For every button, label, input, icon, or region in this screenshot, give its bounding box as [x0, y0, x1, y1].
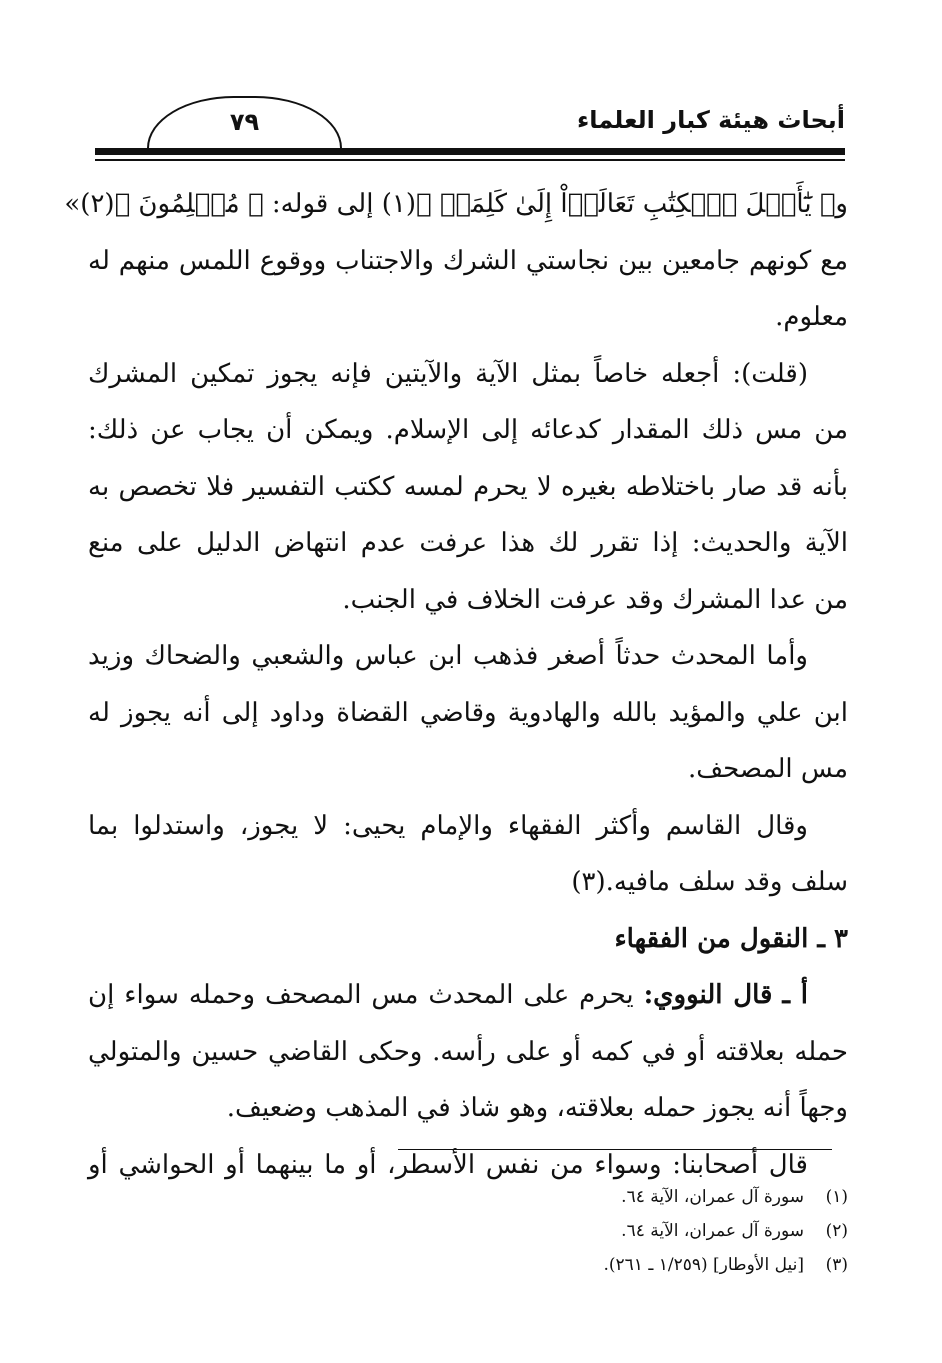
text-line: مس المصحف.: [687, 754, 848, 784]
text-line: (قلت): أجعله خاصاً بمثل الآية والآيتين فإنه يجوز تمكين المشرك: [88, 358, 808, 389]
item-marker: أ ـ: [782, 980, 808, 1010]
footnote: [400, 1248, 848, 1282]
text-line: وأما المحدث حدثاً أصغر فذهب ابن عباس والشعبي والضحاك وزيد: [88, 641, 808, 671]
text-line: وقال القاسم وأكثر الفقهاء والإمام يحيى: لا يجوز، واستدلوا بما: [88, 810, 808, 841]
text-line: وجهاً أنه يجوز حمله بعلاقته، وهو شاذ في المذهب وضعيف.: [226, 1093, 848, 1123]
footnote-text: سورة آل عمران، الآية ٦٤.: [621, 1221, 804, 1241]
footnotes: [400, 1180, 848, 1282]
bold-phrase: قال النووي:: [643, 980, 773, 1010]
text-line: و﴿ يَٰٓأَهۡلَ ٱلۡكِتَٰبِ تَعَالَوۡاْ إِلَىٰ كَلِمَةٖ ﴾(١) إلى قوله: ﴿ مُسۡلِمُونَ ﴾(٢)»: [64, 189, 848, 219]
text-line: الآية والحديث: إذا تقرر لك هذا عرفت عدم انتهاض الدليل على منع: [88, 528, 848, 558]
footnote-number: (٢): [825, 1221, 848, 1241]
body-text: [64, 176, 848, 1193]
footnote: [400, 1214, 848, 1248]
text-line: ابن علي والمؤيد بالله والهادوية وقاضي القضاة وداود إلى أنه يجوز له: [88, 697, 848, 728]
text-line: حمله بعلاقته أو في كمه أو على رأسه. وحكى القاضي حسين والمتولي: [88, 1036, 848, 1067]
page-number-frame: [147, 96, 342, 148]
running-title: أبحاث هيئة كبار العلماء: [576, 106, 845, 134]
text-line: قال أصحابنا: وسواء من نفس الأسطر، أو ما بينهما أو الحواشي أو: [88, 1149, 808, 1180]
text-line: سلف وقد سلف مافيه.(٣): [571, 867, 848, 897]
section-heading: ٣ ـ النقول من الفقهاء: [614, 923, 848, 954]
text-run: يحرم على المحدث مس المصحف وحمله سواء إن: [88, 980, 634, 1010]
footnote-text: [نيل الأوطار] (١/٢٥٩ ـ ٢٦١).: [603, 1255, 804, 1275]
text-line: من مس ذلك المقدار كدعائه إلى الإسلام. ويمكن أن يجاب عن ذلك:: [88, 415, 848, 445]
footnote: [400, 1180, 848, 1214]
header-rule-thick: [95, 148, 845, 155]
text-line: من عدا المشرك وقد عرفت الخلاف في الجنب.: [342, 584, 848, 615]
page-number: ٧٩: [229, 108, 260, 136]
header-rule-thin: [95, 159, 845, 161]
text-line: معلوم.: [775, 302, 848, 332]
footnote-separator: [398, 1149, 832, 1150]
footnote-number: (١): [825, 1187, 848, 1207]
text-line: بأنه قد صار باختلاطه بغيره لا يحرم لمسه ككتب التفسير فلا تخصص به: [88, 471, 848, 502]
page-header: [95, 96, 845, 168]
footnote-text: سورة آل عمران، الآية ٦٤.: [621, 1187, 804, 1207]
footnote-number: (٣): [825, 1255, 848, 1275]
text-line: مع كونهم جامعين بين نجاستي الشرك والاجتناب ووقوع اللمس منهم له: [88, 245, 848, 276]
text-line: [88, 967, 848, 1024]
